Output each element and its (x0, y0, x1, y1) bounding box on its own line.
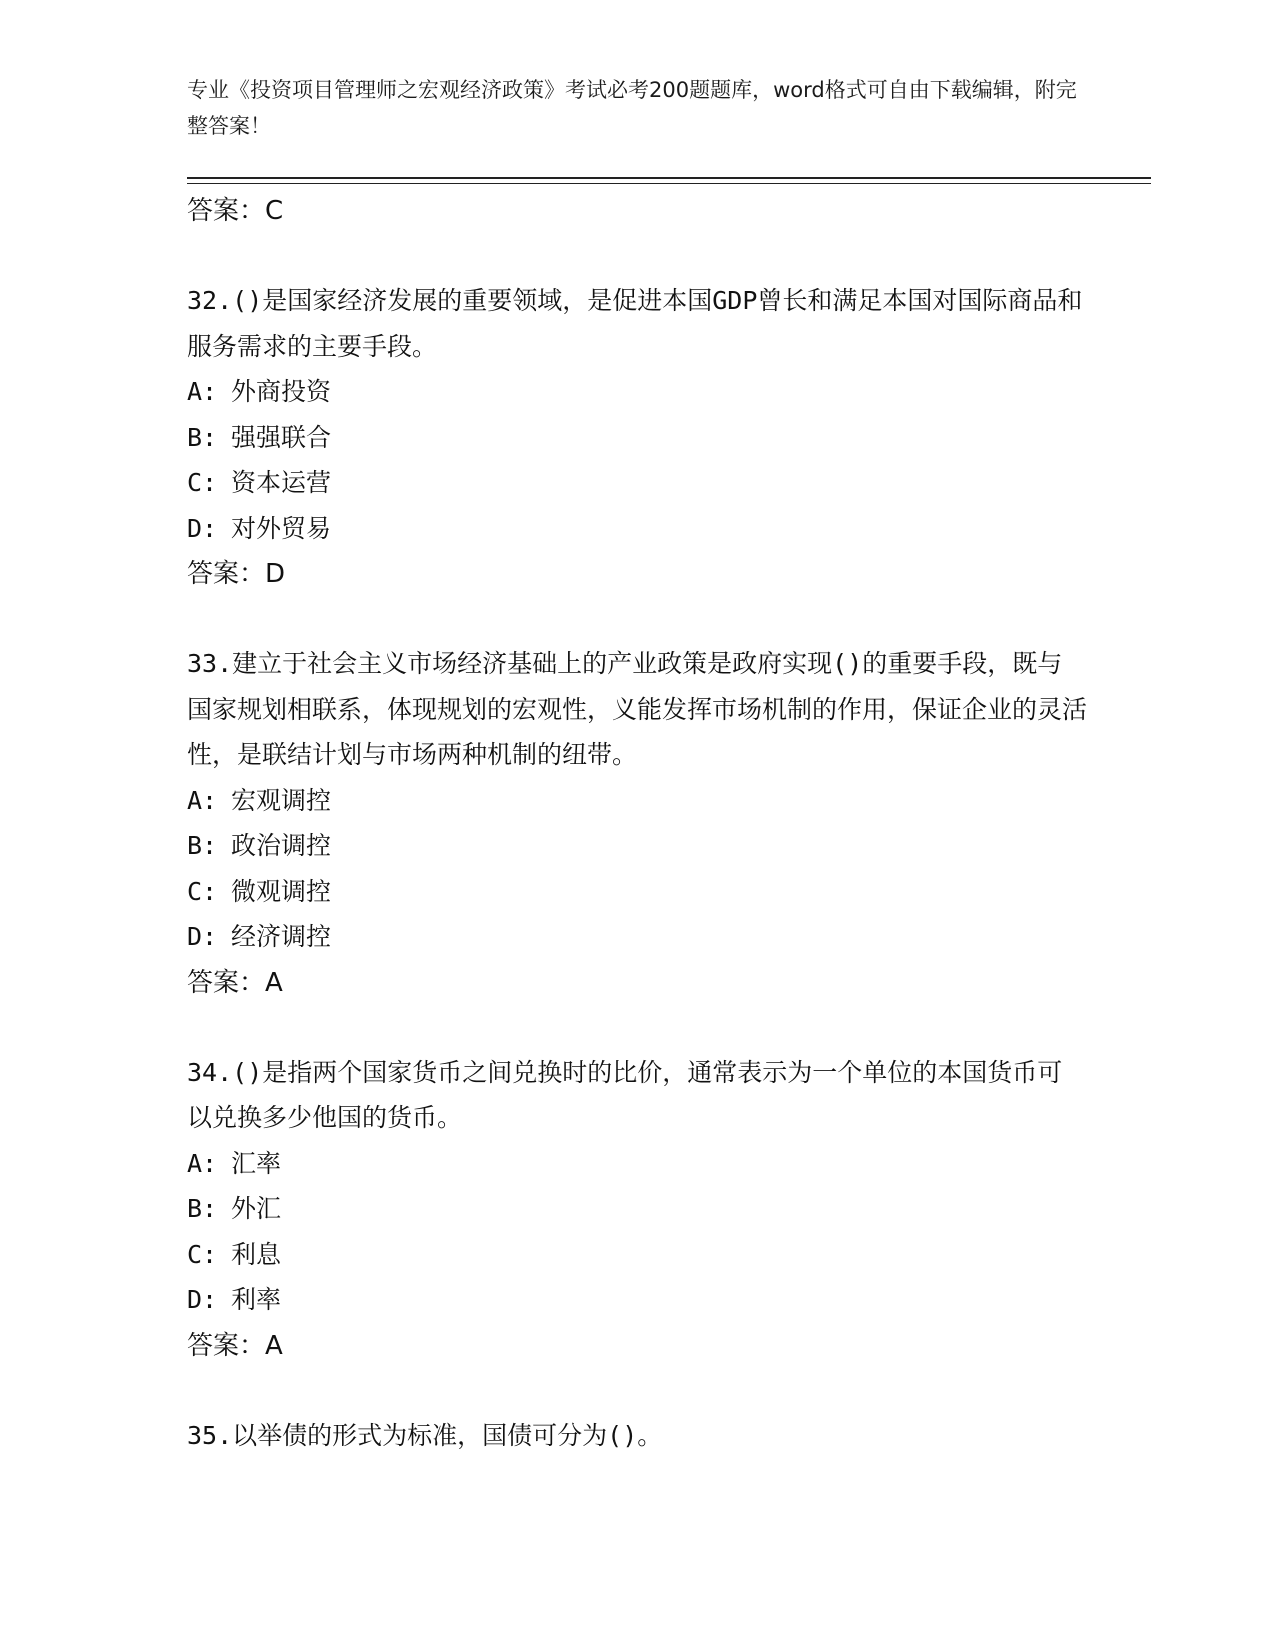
option-text: 利率 (231, 1285, 282, 1314)
option-text: 汇率 (231, 1148, 282, 1178)
option-letter: D: (187, 1285, 218, 1314)
option-item (187, 1277, 1107, 1323)
answer-label: 答案： (187, 1330, 266, 1361)
question-text: 33.建立于社会主义市场经济基础上的产业政策是政府实现()的重要手段，既与国家规划相联系，体现规划的宏观性，义能发挥市场机制的作用，保证企业的灵活性，是联结计划与市场两种机制的纽带。 (187, 649, 1088, 769)
option-text: 资本运营 (231, 468, 332, 497)
answer-line (187, 1323, 1107, 1369)
option-letter: A: (187, 785, 218, 815)
answer-value: A (265, 967, 283, 998)
option-letter: B: (187, 1194, 218, 1223)
header-rule-thick (187, 177, 1151, 179)
header-rule-thin (187, 183, 1151, 184)
question-block (187, 1413, 1107, 1459)
question-text: 32.()是国家经济发展的重要领域，是促进本国GDP曾长和满足本国对国际商品和服务需求的主要手段。 (187, 286, 1083, 361)
option-item (187, 460, 1107, 506)
answer-value: C (265, 196, 284, 226)
option-item (187, 869, 1107, 915)
option-text: 经济调控 (231, 922, 332, 951)
option-text: 政治调控 (231, 831, 332, 860)
option-letter: D: (187, 922, 218, 951)
option-letter: B: (187, 831, 218, 860)
question-block (187, 1050, 1107, 1369)
option-letter: C: (187, 1239, 218, 1269)
question-text: 35.以举债的形式为标准，国债可分为()。 (187, 1420, 663, 1450)
option-item (187, 415, 1107, 461)
document-header (187, 72, 1087, 144)
option-item (187, 1232, 1107, 1278)
option-text: 宏观调控 (231, 785, 332, 815)
option-text: 利息 (231, 1239, 282, 1269)
option-text: 外汇 (231, 1194, 282, 1223)
option-item (187, 506, 1107, 552)
answer-label: 答案： (187, 967, 266, 998)
option-letter: C: (187, 876, 218, 906)
option-letter: A: (187, 377, 218, 406)
header-title: 专业《投资项目管理师之宏观经济政策》考试必考200题题库，word格式可自由下载编辑，附完整答案！ (187, 78, 1077, 138)
answer-value: D (265, 559, 286, 589)
option-letter: D: (187, 513, 218, 543)
answer-label: 答案： (187, 559, 266, 589)
document-body (187, 188, 1107, 1458)
option-text: 对外贸易 (231, 513, 332, 543)
option-letter: A: (187, 1148, 218, 1178)
answer-label: 答案： (187, 196, 266, 226)
option-letter: B: (187, 422, 218, 452)
option-text: 微观调控 (231, 876, 332, 906)
question-block (187, 278, 1107, 597)
option-item (187, 1186, 1107, 1232)
answer-line (187, 551, 1107, 597)
answer-line (187, 960, 1107, 1006)
option-text: 强强联合 (231, 422, 332, 452)
question-text: 34.()是指两个国家货币之间兑换时的比价，通常表示为一个单位的本国货币可以兑换多少他国的货币。 (187, 1057, 1063, 1132)
option-letter: C: (187, 468, 218, 497)
answer-value: A (265, 1330, 283, 1361)
option-item (187, 778, 1107, 824)
question-block (187, 641, 1107, 1006)
option-item (187, 823, 1107, 869)
option-item (187, 914, 1107, 960)
answer-line (187, 188, 1107, 234)
option-item (187, 1141, 1107, 1187)
option-text: 外商投资 (231, 377, 332, 406)
option-item (187, 369, 1107, 415)
